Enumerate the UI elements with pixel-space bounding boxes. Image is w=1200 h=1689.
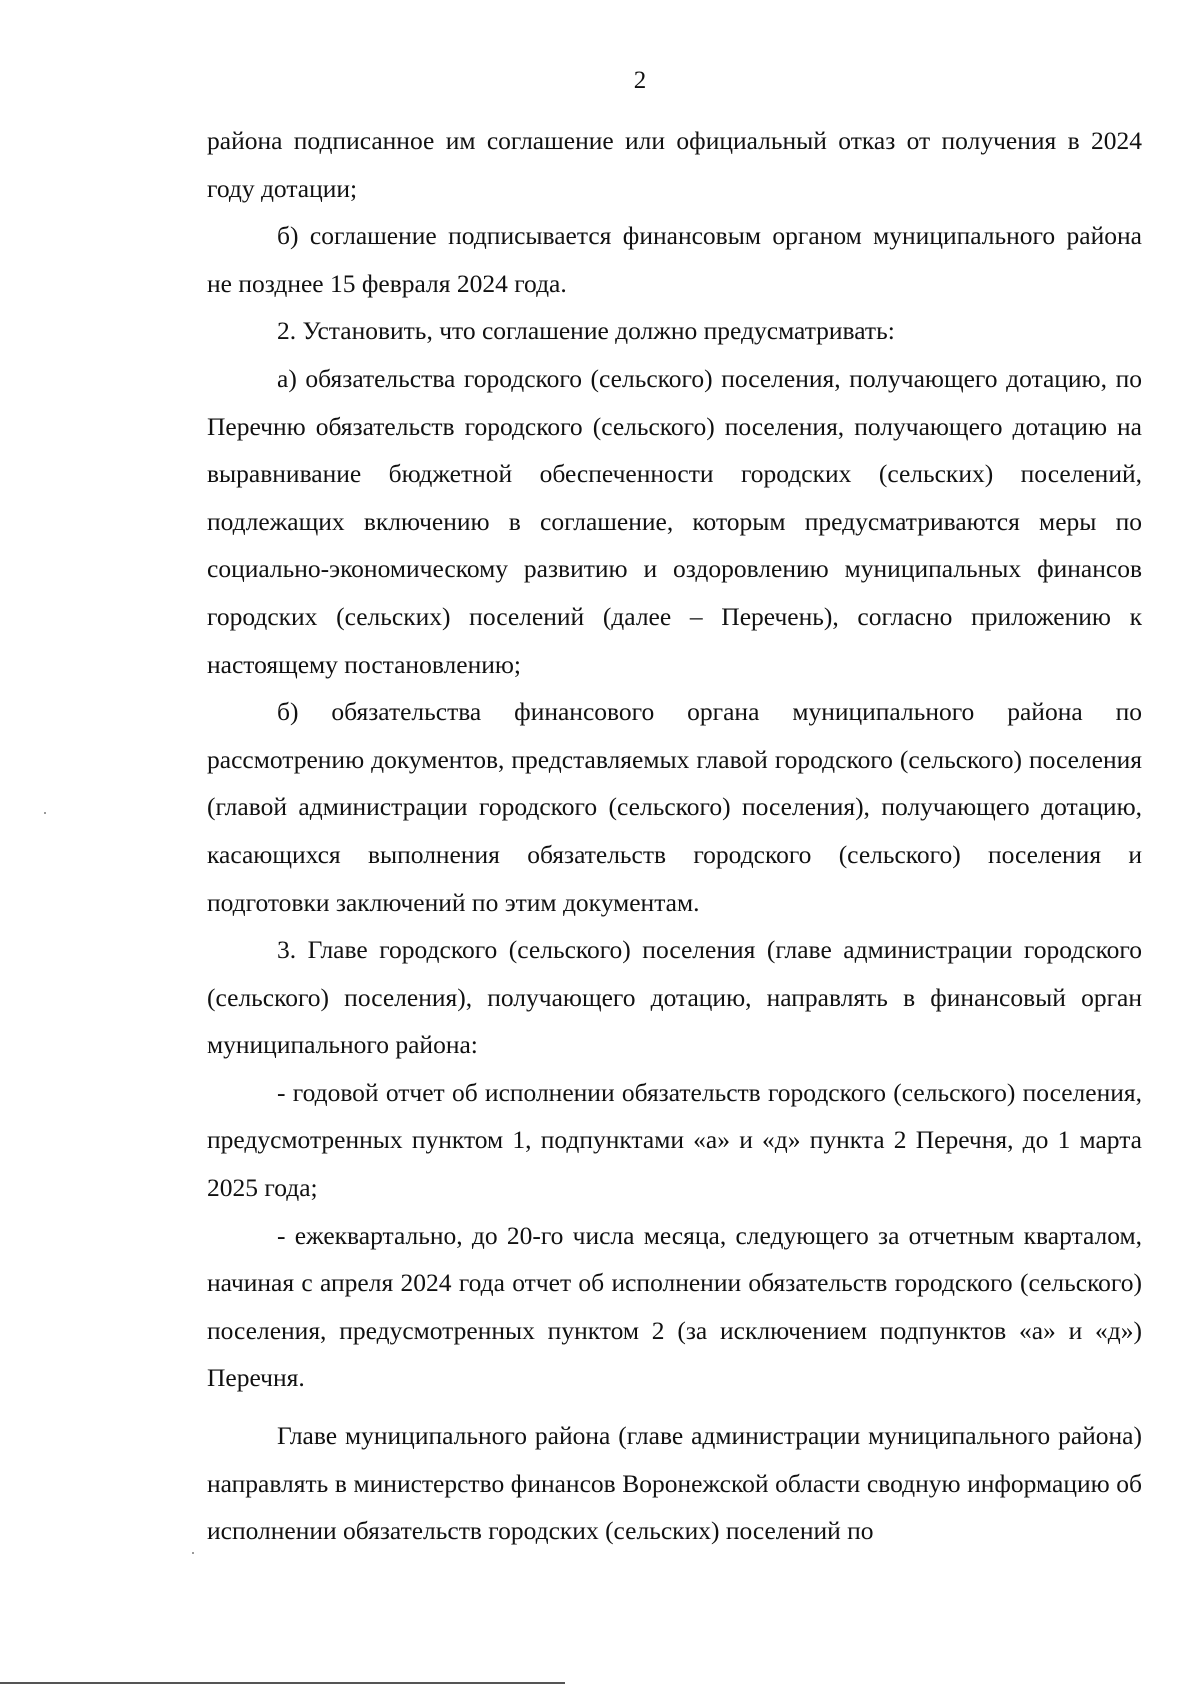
paragraph-continuation: района подписанное им соглашение или официальный отказ от получения в 2024 году дотации;	[207, 126, 1142, 203]
document-body	[207, 117, 1142, 1555]
paragraph-item-2a: а) обязательства городского (сельского) поселения, получающего дотацию, по Перечню обязательств городского (сельского) поселения, получающего дотацию на выравнивание бюджетной обеспеченности городских (сельских) поселений, подлежащих включению в соглашение, которым предусматриваются меры по социально-экономическому развитию и оздоровлению муниципальных финансов городских (сельских) поселений (далее – Перечень), согласно приложению к настоящему постановлению;	[207, 363, 1142, 679]
scan-speck	[192, 1552, 194, 1554]
paragraph-item-b-signing: б) соглашение подписывается финансовым органом муниципального района не позднее 15 февраля 2024 года.	[207, 221, 1142, 298]
paragraph-annual-report: - годовой отчет об исполнении обязательств городского (сельского) поселения, предусмотренных пунктом 1, подпунктами «а» и «д» пункта 2 Перечня, до 1 марта 2025 года;	[207, 1077, 1142, 1203]
scan-edge-line	[0, 1682, 565, 1684]
paragraph-item-3: 3. Главе городского (сельского) поселения (главе администрации городского (сельского) поселения), получающего дотацию, направлять в финансовый орган муниципального района:	[207, 935, 1142, 1060]
paragraph-item-2b: б) обязательства финансового органа муниципального района по рассмотрению документов, представляемых главой городского (сельского) поселения (главой администрации городского (сельского) поселения), получающего дотацию, касающихся выполнения обязательств городского (сельского) поселения и подготовки заключений по этим документам.	[207, 697, 1142, 917]
paragraph-quarterly-report: - ежеквартально, до 20-го числа месяца, следующего за отчетным кварталом, начиная с апреля 2024 года отчет об исполнении обязательств городского (сельского) поселения, предусмотренных пунктом 2 (за исключением подпунктов «а» и «д») Перечня.	[207, 1220, 1142, 1393]
page-number: 2	[633, 67, 647, 94]
paragraph-item-2: 2. Установить, что соглашение должно предусматривать:	[277, 316, 895, 346]
scan-speck	[44, 812, 46, 814]
paragraph-district-head: Главе муниципального района (главе администрации муниципального района) направлять в министерство финансов Воронежской области сводную информацию об исполнении обязательств городских (сельских) поселений по	[207, 1421, 1142, 1546]
